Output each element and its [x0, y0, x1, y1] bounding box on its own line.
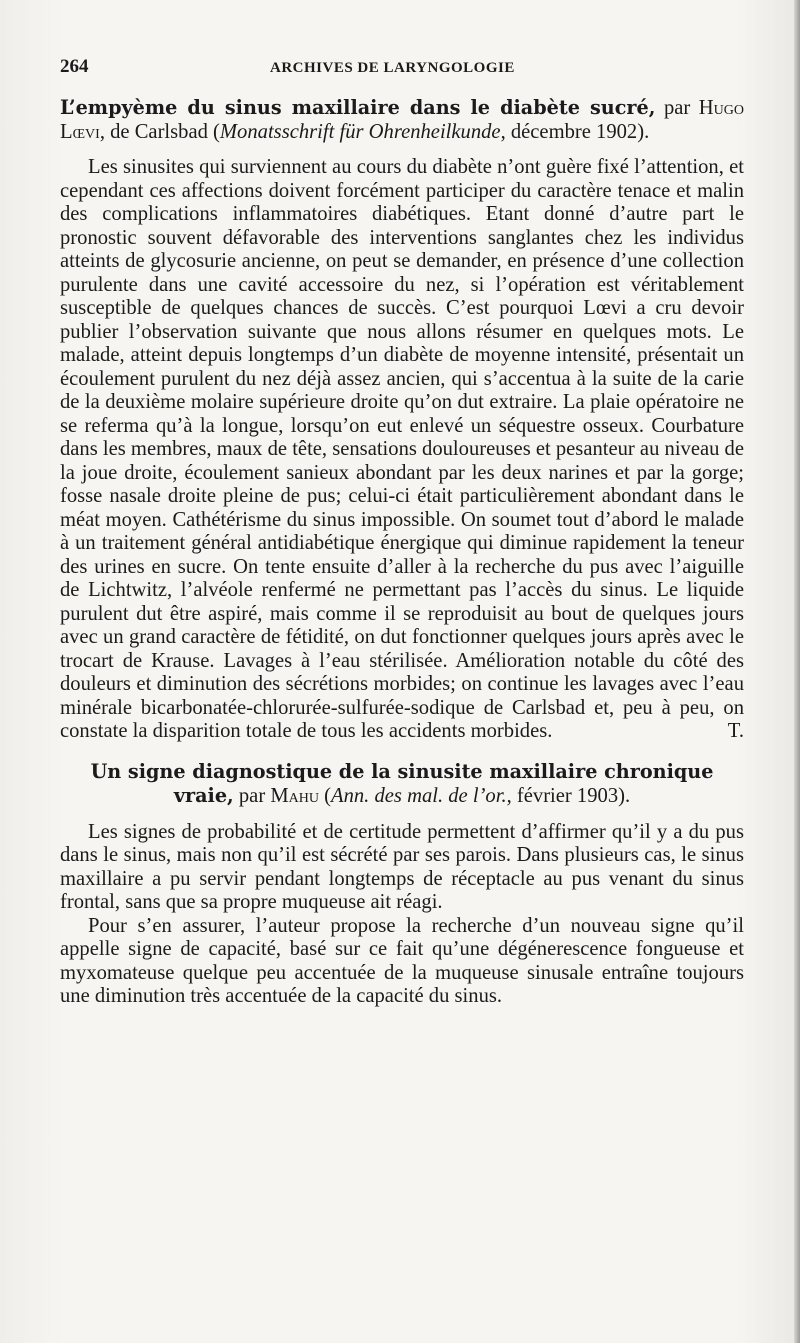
article-title: L’empyème du sinus maxillaire dans le diabète sucré, [60, 96, 656, 119]
article-paragraph: Pour s’en assurer, l’auteur propose la recherche d’un nouveau signe qu’il appelle signe de capacité, basé sur ce fait qu’une dégénerescence fongueuse et myxomateuse quelque peu accentuée de la muqueuse sinusale entraîne toujours une diminution très accentuée de la capacité du sinus. [60, 914, 744, 1007]
article-empyeme [60, 96, 744, 744]
page-number: 264 [60, 56, 89, 77]
article-author: Hugo Lœvi [60, 97, 745, 143]
article-paragraph: Les signes de probabilité et de certitude permettent d’affirmer qu’il y a du pus dans le sinus, mais non qu’il est sécrété par ses parois. Dans plusieurs cas, le sinus maxillaire a pu servir pendant longtemps de réceptacle au pus venant du sinus frontal, sans que sa propre muqueuse ait réagi. [60, 820, 744, 913]
article-heading: L’empyème du sinus maxillaire dans le diabète sucré, par Hugo Lœvi, de Carlsbad (Monatsschrift für Ohrenheilkunde, décembre 1902). [60, 96, 745, 143]
article-title: Un signe diagnostique de la sinusite maxillaire chronique vraie, [90, 759, 714, 807]
article-signe-diagnostique [60, 760, 744, 1009]
article-author: Mahu [270, 785, 319, 807]
article-source: Ann. des mal. de l’or. [331, 785, 507, 807]
page-spine-shadow [794, 0, 800, 1343]
article-heading: Un signe diagnostique de la sinusite maxillaire chronique vraie, par Mahu (Ann. des mal. de l’or., février 1903). [90, 759, 714, 807]
running-head [60, 56, 744, 86]
journal-title: ARCHIVES DE LARYNGOLOGIE [270, 60, 515, 76]
article-source: Monatsschrift für Ohrenheilkunde [219, 120, 501, 143]
article-paragraph: Les sinusites qui surviennent au cours du diabète n’ont guère fixé l’attention, et cependant ces affections doivent forcément participer du caractère tenace et malin des complications inflammatoires diabétiques. Etant donné d’autre part le pronostic souvent défavorable des interventions sanglantes chez les individus atteints de glycosurie ancienne, on peut se demander, en présence d’une collection purulente dans une cavité accessoire du nez, si l’opération est véritablement susceptible de quelques chances de succès. C’est pourquoi Lœvi a cru devoir publier l’observation suivante que nous allons résumer en quelques mots. Le malade, atteint depuis longtemps d’un diabète de moyenne intensité, présentait un écoulement purulent du nez déjà assez ancien, qui s’accentua à la suite de la carie de la deuxième molaire supérieure droite qu’on dut extraire. La plaie opératoire ne se referma qu’à la longue, lorsqu’on eut enlevé un séquestre osseux. Courbature dans les membres, maux de tête, sensations douloureuses et pesanteur au niveau de la joue droite, écoulement sanieux abondant par les deux narines et par la gorge; fosse nasale droite pleine de pus; celui-ci était particulièrement abondant dans le méat moyen. Cathétérisme du sinus impossible. On soumet tout d’abord le malade à un traitement général antidiabétique énergique qui diminue rapidement la teneur des urines en sucre. On tente ensuite d’aller à la recherche du pus avec l’aiguille de Lichtwitz, l’alvéole renfermé ne permettant pas l’accès du sinus. Le liquide purulent dut être aspiré, mais comme il se reproduisit au bout de quelques jours avec un grand caractère de fétidité, on dut fonctionner quelques jours après avec le trocart de Krause. Lavages à l’eau stérilisée. Amélioration notable du côté des douleurs et diminution des sécrétions morbides; on continue les lavages avec l’eau minérale bicarbonatée-chlorurée-sulfurée-sodique de Carlsbad et, peu à peu, on constate la disparition totale de tous les accidents morbides. T. [60, 156, 744, 742]
article-signature: T. [727, 720, 744, 742]
